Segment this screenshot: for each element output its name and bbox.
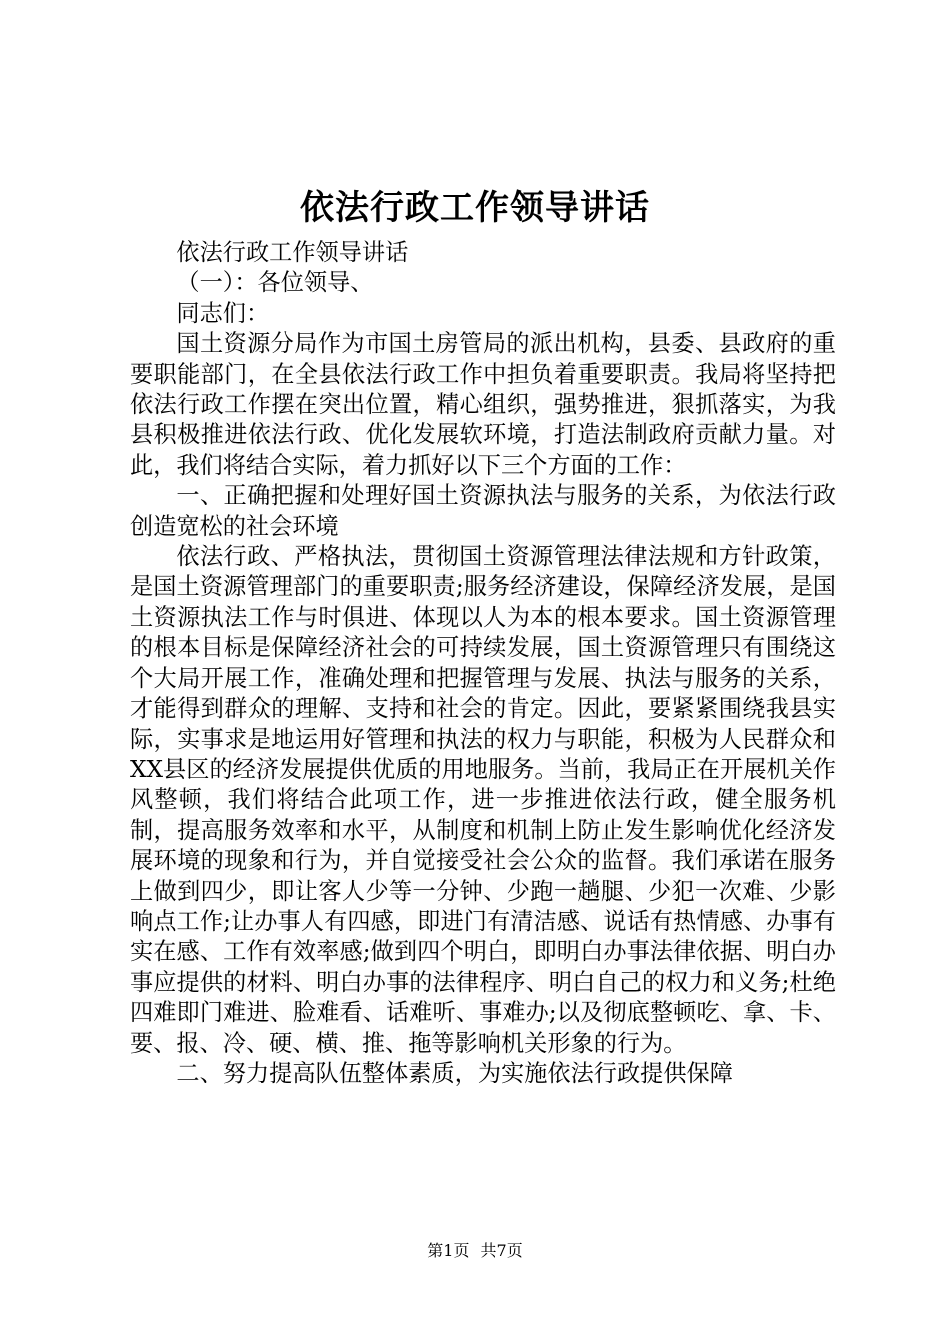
- paragraph-intro: 国土资源分局作为市国土房管局的派出机构，县委、县政府的重要职能部门，在全县依法行政工作中担负着重要职责。我局将坚持把依法行政工作摆在突出位置，精心组织，强势推进，狠抓落实，为我县积极推进依法行政、优化发展软环境，打造法制政府贡献力量。对此，我们将结合实际，着力抓好以下三个方面的工作：: [130, 330, 836, 479]
- paragraph-subtitle: 依法行政工作领导讲话: [176, 239, 409, 266]
- paragraph-heading-one: 一、正确把握和处理好国土资源执法与服务的关系，为依法行政创造宽松的社会环境: [130, 482, 836, 540]
- document-title: 依法行政工作领导讲话: [300, 188, 650, 228]
- paragraph-body-one: 依法行政、严格执法，贯彻国土资源管理法律法规和方针政策，是国土资源管理部门的重要职责;服务经济建设，保障经济发展，是国土资源执法工作与时俱进、体现以人为本的根本要求。国土资源管理的根本目标是保障经济社会的可持续发展，国土资源管理只有围绕这个大局开展工作，准确处理和把握管理与发展、执法与服务的关系，才能得到群众的理解、支持和社会的肯定。因此，要紧紧围绕我县实际，实事求是地运用好管理和执法的权力与职能，积极为人民群众和XX县区的经济发展提供优质的用地服务。当前，我局正在开展机关作风整顿，我们将结合此项工作，进一步推进依法行政，健全服务机制，提高服务效率和水平，从制度和机制上防止发生影响优化经济发展环境的现象和行为，并自觉接受社会公众的监督。我们承诺在服务上做到四少，即让客人少等一分钟、少跑一趟腿、少犯一次难、少影响点工作;让办事人有四感，即进门有清洁感、说话有热情感、办事有实在感、工作有效率感;做到四个明白，即明白办事法律依据、明白办事应提供的材料、明白办事的法律程序、明白自己的权力和义务;杜绝四难即门难进、脸难看、话难听、事难办;以及彻底整顿吃、拿、卡、要、报、冷、硬、横、推、拖等影响机关形象的行为。: [130, 543, 836, 1057]
- paragraph-salutation: 同志们：: [176, 299, 270, 327]
- page-total: 共7页: [480, 1241, 523, 1260]
- document-body: [130, 238, 836, 1089]
- page-footer: [0, 1240, 950, 1262]
- page-number: 第1页: [427, 1241, 470, 1260]
- paragraph-section-marker: （一）：各位领导、: [176, 269, 374, 297]
- paragraph-heading-two: 二、努力提高队伍整体素质，为实施依法行政提供保障: [176, 1059, 733, 1087]
